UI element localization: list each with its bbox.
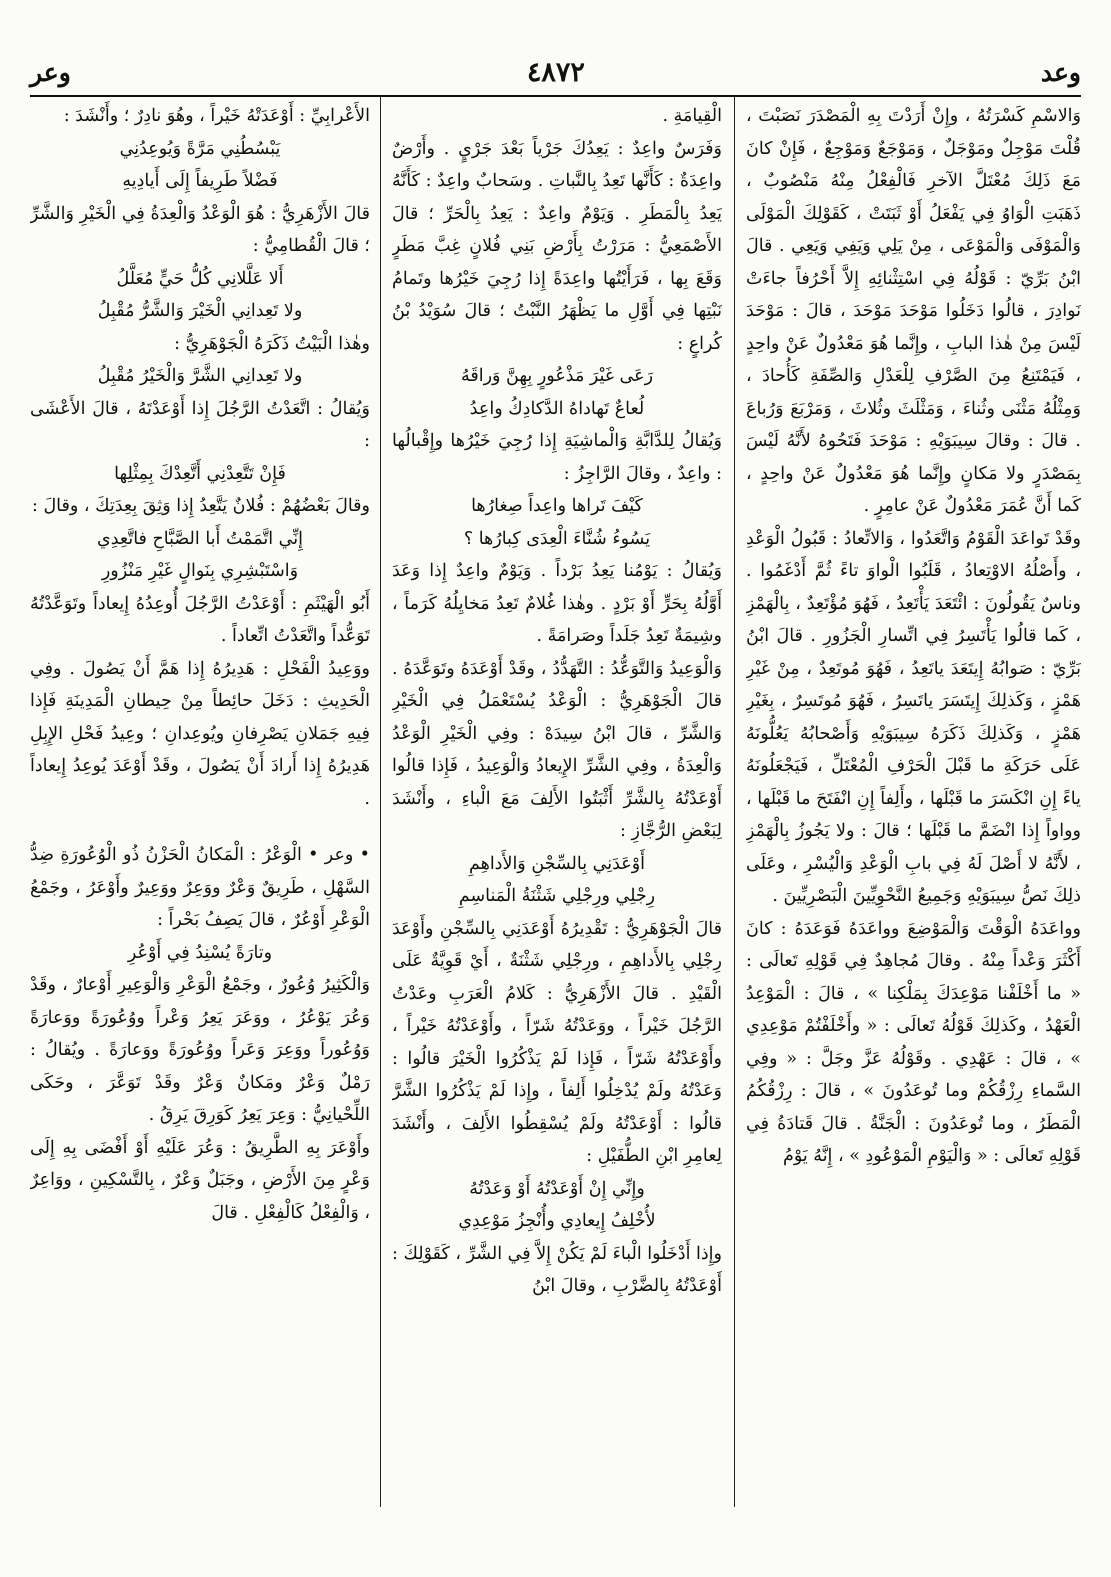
verse-line: رَعَى غَيْرَ مَذْعُورٍ بِهِنَّ وَراقَهُ bbox=[460, 366, 654, 386]
header-rule bbox=[30, 95, 1081, 97]
paragraph: وَفَرَسٌ واعِدٌ : يَعِدُكَ جَرْياً بَعْدَ جَرْيٍ . وأَرْضٌ واعِدَةٌ : كَأَنَّها تَعِدُ بِالنَّباتِ . وسَحابٌ واعِدٌ : كَأَنَّهُ يَعِدُ بِالْمَطَرِ . وَيَوْمٌ واعِدٌ : يَعِدُ بِالْحَرِّ ؛ قالَ الأَصْمَعِيُّ : مَرَرْتُ بِأَرْضِ بَنِي فُلانٍ غِبَّ مَطَرٍ وَقَعَ بِها ، فَرَأَيْتُها واعِدَةً إِذا رُجِيَ خَيْرُها وتَمامُ نَبْتِها فِي أَوَّلِ ما يَظْهَرُ النَّبْتُ ؛ قالَ سُوَيْدُ بْنُ كُراعٍ : bbox=[392, 138, 722, 354]
verse-line: أَلا عَلَّلانِي كُلُّ حَيٍّ مُعَلَّلُ bbox=[116, 268, 284, 289]
paragraph: وَالْكَثِيرُ وُعُورٌ ، وجَمْعُ الْوَعْرِ وَالْوَعِيرِ أَوْعارٌ ، وقَدْ وَعُرَ يَوْعُرُ ، ووَعَرَ يَعِرُ وَعْراً ووُعُورَةً ووَعارَةً وَوُعُوراً ووَعِرَ وَعَراً ووُعُورَةً ووَعارَةً . ويُقالُ : رَمْلٌ وَعْرٌ ومَكانٌ وَعْرٌ وقَدْ تَوَعَّرَ ، وحَكَى اللِّحْيانِيُّ : وَعِرَ يَعِرُ كَوَرِقَ يَرِقُ . bbox=[30, 975, 370, 1125]
verse-line: فَإِنْ تَتَّعِدْنِي أَتَّعِدْكَ بِمِثْلِها bbox=[114, 463, 286, 484]
entry-separator bbox=[30, 815, 370, 839]
column-right bbox=[746, 100, 1081, 1507]
verse-line: وإِنِّي إِنْ أَوْعَدْتُهُ أَوْ وَعَدْتُهُ bbox=[469, 1178, 645, 1199]
verse-line: أَوْعَدَنِي بِالسِّجْنِ وَالأَداهِمِ bbox=[468, 853, 646, 874]
paragraph: وقالَ بَعْضُهُمْ : فُلانٌ يَتَّعِدُ إِذا وَثِقَ بِعِدَتِكَ ، وقالَ : bbox=[32, 496, 370, 516]
paragraph: وإِذا أَدْخَلُوا الْباءَ لَمْ يَكُنْ إِلاَّ فِي الشَّرِّ ، كَقَوْلِكَ : أَوْعَدْتُهُ بِالضَّرْبِ ، وقالَ ابْنُ bbox=[392, 1243, 722, 1296]
verse-line: وتارَةً يُسْنِدُ فِي أَوْعُرِ bbox=[127, 942, 273, 963]
column-middle bbox=[392, 100, 722, 1507]
paragraph: وهٰذا الْبَيْتُ ذَكَرَهُ الْجَوْهَرِيُّ : bbox=[174, 333, 370, 354]
paragraph: ووَعِيدُ الْفَحْلِ : هَدِيرُهُ إِذا هَمَّ أَنْ يَصُولَ . وفِي الْحَدِيثِ : دَخَلَ حائِطاً مِنْ حِيطانِ الْمَدِينَةِ فَإِذا فِيهِ جَمَلانِ يَصْرِفانِ ويُوعِدانِ ؛ وعِيدُ فَحْلِ الإِبِلِ هَدِيرُهُ إِذا أَرادَ أَنْ يَصُولَ ، وقَدْ أَوْعَدَ يُوعِدُ إِيعاداً . bbox=[30, 658, 370, 809]
paragraph: الأَعْرابِيِّ : أَوْعَدَتْهُ خَيْراً ، وهُوَ نادِرٌ ؛ وأَنْشَدَ : bbox=[63, 106, 370, 126]
paragraph: قالَ الْجَوْهَرِيُّ : تَقْدِيرُهُ أَوْعَدَنِي بِالسِّجْنِ وأَوْعَدَ رِجْلِي بِالأَداهِمِ ، ورِجْلِي شَثْنَةٌ ، أَيْ قَوِيَّةٌ عَلَى الْقَيْدِ . قالَ الأَزْهَرِيُّ : كَلامُ الْعَرَبِ وعَدْتُ الرَّجُلَ خَيْراً ، ووَعَدْتُهُ شَرّاً ، وأَوْعَدْتُهُ خَيْراً ، وأَوْعَدْتُهُ شَرّاً ، فَإِذا لَمْ يَذْكُرُوا الْخَيْرَ قالُوا : وَعَدْتُهُ ولَمْ يُدْخِلُوا أَلِفاً ، وإِذا لَمْ يَذْكُرُوا الشَّرَّ قالُوا : أَوْعَدْتُهُ ولَمْ يُسْقِطُوا الأَلِفَ ، وأَنْشَدَ لِعامِرِ ابْنِ الطُّفَيْلِ : bbox=[392, 918, 722, 1166]
column-divider bbox=[734, 97, 735, 1507]
paragraph: وَالْوَعِيدُ وَالتَّوَعُّدُ : التَّهَدُّدُ ، وقَدْ أَوْعَدَهُ وتَوَعَّدَهُ . قالَ الْجَوْهَرِيُّ : الْوَعْدُ يُسْتَعْمَلُ فِي الْخَيْرِ وَالشَّرِّ ، قالَ ابْنُ سِيدَهْ : وفِي الْخَيْرِ الْوَعْدُ وَالْعِدَةُ ، وفِي الشَّرِّ الإِيعادُ وَالْوَعِيدُ ، فَإِذا قالُوا أَوْعَدْتُهُ بِالشَّرِّ أَثْبَتُوا الأَلِفَ مَعَ الْباءِ ، وأَنْشَدَ لِبَعْضِ الرُّجَّازِ : bbox=[392, 658, 722, 841]
page-number: ٤٨٧٢ bbox=[526, 56, 585, 88]
verse-line: رِجْلِي ورِجْلِي شَثْنَةُ الْمَناسِمِ bbox=[458, 886, 656, 906]
paragraph: وَيُقالُ : اتَّعَدْتُ الرَّجُلَ إِذا أَوْعَدْتَهُ ، قالَ الأَعْشَى : bbox=[30, 398, 370, 451]
column-divider bbox=[380, 97, 381, 1507]
column-left bbox=[30, 100, 370, 1507]
paragraph: وقَدْ تَواعَدَ الْقَوْمُ وَاتَّعَدُوا ، وَالاتِّعادُ : قَبُولُ الْوَعْدِ ، وأَصْلُهُ الاوْتِعادُ ، قَلَبُوا الْواوَ تاءً ثُمَّ أَدْغَمُوا . وناسٌ يَقُولُونَ : ائْتَعَدَ يَأْتَعِدُ ، فَهُوَ مُؤْتَعِدٌ ، بِالْهَمْزِ ، كَما قالُوا يَأْتَسِرُ فِي اتِّسارِ الْجَزُورِ . قالَ ابْنُ بَرِّيّ : صَوابُهُ إِيتَعَدَ ياتَعِدُ ، فَهُوَ مُوتَعِدٌ ، مِنْ غَيْرِ هَمْزٍ ، وَكَذلِكَ إِيتَسَرَ ياتَسِرُ ، فَهُوَ مُوتَسِرٌ ، بِغَيْرِ هَمْزٍ ، وَكَذلِكَ ذَكَرَهُ سِيبَوَيْهِ وَأَصْحابُهُ يَعُلُّونَهُ عَلَى حَرَكَةِ ما قَبْلَ الْحَرْفِ الْمُعْتَلِّ ، فَيَجْعَلُونَهُ ياءً إِنِ انْكَسَرَ ما قَبْلَها ، وأَلِفاً إِنِ انْفَتَحَ ما قَبْلَها ، وواواً إِذا انْضَمَّ ما قَبْلَها ؛ قالَ : ولا يَجُوزُ بِالْهَمْزِ ، لأَنَّهُ لا أَصْلَ لَهُ فِي بابِ الْوَعْدِ وَالْيُسْرِ ، وعَلَى ذلِكَ نَصُّ سِيبَوَيْهِ وَجَمِيعُ النَّحْوِيِّينَ الْبَصْرِيِّينَ . bbox=[746, 528, 1081, 906]
verse-line: فَضْلاً طَرِيفاً إِلَى أَيادِيهِ bbox=[122, 171, 278, 191]
paragraph: وَيُقالُ لِلدَّابَّةِ وَالْماشِيَةِ إِذا رُجِيَ خَيْرُها وإِقْبالُها : واعِدٌ ، وقالَ الرَّاجِزُ : bbox=[392, 431, 722, 484]
paragraph: أَبُو الْهَيْثَمِ : أَوْعَدْتُ الرَّجُلَ أُوعِدُهُ إِيعاداً وتَوَعَّدْتُهُ تَوَعُّداً واتَّعَدْتُ اتِّعاداً . bbox=[30, 593, 370, 646]
verse-line: ولا تَعِدانِي الشَّرَّ وَالْخَيْرُ مُقْبِلُ bbox=[97, 366, 303, 386]
paragraph: وَالاسْمِ كَسْرَتُهُ ، وإِنْ أَرَدْتَ بِهِ الْمَصْدَرَ نَصَبْتَ ، قُلْتَ مَوْجِلٌ ومَوْجَلٌ ، وَمَوْجَعٌ وَمَوْجِعٌ ، فَإِنْ كانَ مَعَ ذَلِكَ مُعْتَلَّ الآخرِ فَالْفِعْلُ مِنْهُ مَنْصُوبٌ ، ذَهَبَتِ الْوَاوُ فِي يَفْعَلُ أَوْ ثَبَتَتْ ، كَقَوْلِكَ الْمَوْلَى وَالْمَوْفَى وَالْمَوْعَى ، مِنْ يَلِي وَيَفِي وَيَعِي . قالَ ابْنُ بَرِّيّ : قَوْلُهُ فِي اسْتِثْنائِهِ إِلاَّ أَحْرُفاً جاءَتْ نَوادِرَ ، قالُوا دَخَلُوا مَوْحَدَ مَوْحَدَ ، قالَ : مَوْحَدَ لَيْسَ مِنْ هٰذا البابِ ، وإِنَّما هُوَ مَعْدُولٌ عَنْ واحِدٍ ، فَيَمْتَنِعُ مِنَ الصَّرْفِ لِلْعَدْلِ وَالصِّفَةِ كَأُحادَ ، وَمِثْلُهُ مَثْنَى وثُناءَ ، وَمَثْلَثَ وثُلاثَ ، وَمَرْبَعَ وَرُباعَ . قالَ : وقالَ سِيبَوَيْهِ : مَوْحَدَ فَتَحُوهُ لأَنَّهُ لَيْسَ بِمَصْدَرٍ ولا مَكانٍ وإِنَّما هُوَ مَعْدُولٌ عَنْ واحِدٍ ، كَما أَنَّ عُمَرَ مَعْدُولٌ عَنْ عامِرٍ . bbox=[746, 106, 1081, 516]
verse-line: لُعاعٌ تَهاداهُ الدَّكادِكُ واعِدُ bbox=[469, 398, 645, 419]
verse-line: لأُخْلِفُ إِيعادِي وأُنْجِزُ مَوْعِدِي bbox=[458, 1211, 656, 1231]
paragraph: قالَ الأَزْهَرِيُّ : هُوَ الْوَعْدُ وَالْعِدَةُ فِي الْخَيْرِ وَالشَّرِّ ؛ قالَ الْقُطامِيُّ : bbox=[30, 203, 370, 256]
paragraph: وأَوْعَرَ بِهِ الطَّرِيقُ : وَعُرَ عَلَيْهِ أَوْ أَفْضَى بِهِ إِلَى وَعْرٍ مِنَ الأَرْضِ ، وجَبَلٌ وَعْرٌ ، بِالتَّسْكِينِ ، ووَاعِرٌ ، وَالْفِعْلُ كَالْفِعْلِ . قالَ bbox=[30, 1137, 370, 1223]
page-header bbox=[30, 54, 1081, 90]
verse-line: يَبْسُطُنِي مَرَّةً وَيُوعِدُنِي bbox=[119, 138, 281, 159]
paragraph: • وعر • الْوَعْرُ : الْمَكانُ الْحَزْنُ ذُو الْوُعُورَةِ ضِدُّ السَّهْلِ ، طَرِيقٌ وَعْرٌ ووَعِرٌ ووَعِيرٌ وأَوْعَرُ ، وجَمْعُ الْوَعْرِ أَوْعُرٌ ، قالَ يَصِفُ بَحْراً : bbox=[30, 845, 370, 930]
verse-line: وَاسْتَبْشِرِي بِنَوالٍ غَيْرِ مَنْزُورِ bbox=[101, 561, 299, 581]
verse-line: ولا تَعِدانِي الْخَيْرَ وَالشَّرُّ مُقْبِلُ bbox=[97, 301, 303, 321]
paragraph: وواعَدَهُ الْوَقْتَ وَالْمَوْضِعَ وواعَدَهُ فَوَعَدَهُ : كانَ أَكْثَرَ وَعْداً مِنْهُ . وقالَ مُجاهِدٌ فِي قَوْلِهِ تَعالَى : « ما أَخْلَفْنا مَوْعِدَكَ بِمَلْكِنا » ، قالَ : الْمَوْعِدُ الْعَهْدُ ، وكَذلِكَ قَوْلُهُ تَعالَى : « وأَخْلَفْتُمْ مَوْعِدِي » ، قالَ : عَهْدِي . وقَوْلُهُ عَزَّ وجَلَّ : « وفِي السَّماءِ رِزْقُكُمْ وما تُوعَدُونَ » ، قالَ : رِزْقُكُمُ الْمَطَرُ ، وما تُوعَدُونَ : الْجَنَّةُ . قالَ قَتادَةُ فِي قَوْلِهِ تَعالَى : « وَالْيَوْمِ الْمَوْعُودِ » ، إِنَّهُ يَوْمُ bbox=[746, 918, 1081, 1166]
header-left-word: وعر bbox=[30, 57, 71, 87]
verse-line: كَيْفَ تَراها واعِداً صِغارُها bbox=[471, 496, 643, 516]
paragraph: الْقِيامَةِ . bbox=[662, 106, 722, 126]
header-right-word: وعد bbox=[1040, 57, 1081, 87]
paragraph: وَيُقالُ : يَوْمُنا يَعِدُ بَرْداً . وَيَوْمٌ واعِدٌ إِذا وَعَدَ أَوَّلُهُ بِحَرٍّ أَوْ بَرْدٍ . وهٰذا غُلامٌ تَعِدُ مَخايِلُهُ كَرَماً ، وشِيمَةٌ تَعِدُ جَلَداً وصَرامَةً . bbox=[392, 561, 722, 646]
verse-line: يَسُوءُ شُنَّاءَ الْعِدَى كِبارُها ؟ bbox=[463, 528, 651, 549]
verse-line: إِنِّي اتَّمَمْتُ أَبا الصَّبَّاحِ فاتَّعِدِي bbox=[97, 528, 303, 549]
